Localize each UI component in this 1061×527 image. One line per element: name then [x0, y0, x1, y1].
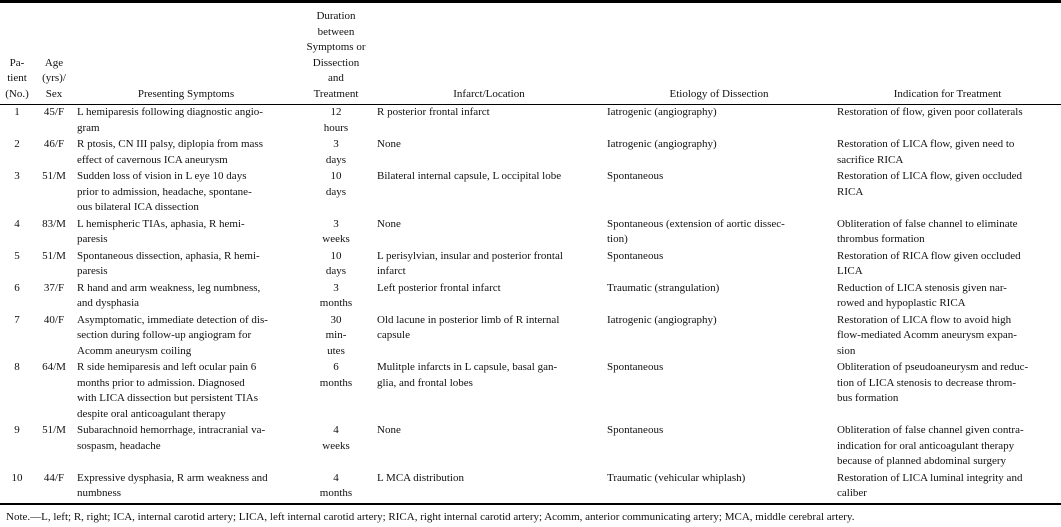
cell-etiology: Spontaneous (extension of aortic dissec- tion)	[607, 217, 785, 245]
cell-presenting-symptoms: Asymptomatic, immediate detection of dis- section during follow-up angiogram for Acomm aneurysm coiling	[77, 313, 268, 357]
cell-presenting-symptoms: L hemiparesis following diagnostic angio- gram	[77, 106, 263, 134]
cell-duration: 4 months	[319, 471, 353, 499]
cell-indication: Obliteration of false channel to eliminate thrombus formation	[837, 217, 1018, 245]
col-patient: Pa- tient (No.)	[5, 56, 29, 100]
cell-etiology: Spontaneous	[607, 361, 664, 373]
cell-age-sex: 45/F	[43, 106, 65, 118]
table-row	[0, 312, 1061, 360]
cell-patient-number: 9	[14, 424, 20, 436]
col-symptoms: Presenting Symptoms	[137, 87, 235, 100]
cell-patient-number: 8	[14, 361, 20, 373]
cell-indication: Obliteration of pseudoaneurysm and reduc- tion of LICA stenosis to decrease throm- bus formation	[837, 361, 1029, 404]
cell-age-sex: 40/F	[43, 313, 65, 326]
cell-etiology: Iatrogenic (angiography)	[607, 138, 717, 150]
cell-indication: Restoration of LICA flow, given need to sacrifice RICA	[837, 138, 1015, 166]
cell-duration: 10 days	[325, 170, 347, 198]
cell-etiology: Iatrogenic (angiography)	[607, 313, 717, 326]
cell-infarct-location: Mulitple infarcts in L capsule, basal gan- glia, and frontal lobes	[377, 361, 558, 389]
cell-duration: 3 months	[319, 281, 353, 309]
col-infarct: Infarct/Location	[453, 87, 525, 100]
cell-presenting-symptoms: Spontaneous dissection, aphasia, R hemi- paresis	[77, 249, 260, 277]
cell-duration: 3 days	[325, 138, 347, 166]
cell-patient-number: 4	[14, 217, 20, 230]
table-row	[0, 359, 1061, 422]
cell-age-sex: 44/F	[43, 471, 65, 484]
cell-indication: Restoration of LICA flow to avoid high flow-mediated Acomm aneurysm expan- sion	[837, 313, 1017, 357]
header-row	[0, 4, 1061, 104]
table-row	[0, 422, 1061, 470]
cell-etiology: Spontaneous	[607, 249, 664, 262]
cell-infarct-location: R posterior frontal infarct	[377, 106, 490, 118]
cell-indication: Restoration of RICA flow given occluded LICA	[837, 249, 1021, 277]
cell-patient-number: 7	[14, 313, 20, 326]
table-row	[0, 136, 1061, 168]
cell-infarct-location: None	[377, 138, 401, 150]
cell-patient-number: 6	[14, 281, 20, 294]
cell-patient-number: 3	[14, 170, 20, 182]
table-row	[0, 470, 1061, 502]
cell-infarct-location: L perisylvian, insular and posterior frontal infarct	[377, 249, 563, 277]
cell-age-sex: 51/M	[42, 424, 66, 436]
cell-infarct-location: L MCA distribution	[377, 471, 464, 484]
cell-duration: 30 min- utes	[325, 313, 347, 357]
cell-indication: Reduction of LICA stenosis given nar- rowed and hypoplastic RICA	[837, 281, 1007, 309]
cell-patient-number: 1	[14, 106, 20, 118]
cell-patient-number: 10	[11, 471, 23, 484]
cell-presenting-symptoms: Subarachnoid hemorrhage, intracranial va- sospasm, headache	[77, 424, 266, 452]
cell-age-sex: 51/M	[42, 170, 66, 182]
cell-presenting-symptoms: Sudden loss of vision in L eye 10 days prior to admission, headache, spontane- ous bilateral ICA dissection	[77, 170, 252, 213]
table-row	[0, 280, 1061, 312]
cell-etiology: Spontaneous	[607, 424, 664, 436]
cell-duration: 12 hours	[323, 106, 349, 134]
cell-duration: 10 days	[325, 249, 347, 277]
cell-infarct-location: None	[377, 217, 401, 230]
cell-presenting-symptoms: R side hemiparesis and left ocular pain 6 months prior to admission. Diagnosed with LICA dissection but persistent TIAs despite oral anticoagulant therapy	[77, 361, 258, 420]
top-rule	[0, 0, 1061, 3]
col-age-sex: Age (yrs)/ Sex	[42, 56, 66, 100]
cell-patient-number: 5	[14, 249, 20, 262]
col-duration: Duration between Symptoms or Dissection and Treatment	[306, 10, 366, 100]
cell-patient-number: 2	[14, 138, 20, 150]
cell-presenting-symptoms: R hand and arm weakness, leg numbness, and dysphasia	[77, 281, 261, 309]
cell-indication: Restoration of LICA flow, given occluded RICA	[837, 170, 1023, 198]
cell-age-sex: 46/F	[43, 138, 65, 150]
table-row	[0, 104, 1061, 136]
cell-presenting-symptoms: R ptosis, CN III palsy, diplopia from mass effect of cavernous ICA aneurysm	[77, 138, 263, 166]
cell-etiology: Iatrogenic (angiography)	[607, 106, 717, 118]
table-row	[0, 248, 1061, 280]
cell-infarct-location: None	[377, 424, 401, 436]
col-indication: Indication for Treatment	[893, 87, 1002, 100]
cell-indication: Restoration of flow, given poor collaterals	[837, 106, 1023, 118]
cell-etiology: Traumatic (strangulation)	[607, 281, 720, 294]
cell-indication: Restoration of LICA luminal integrity and caliber	[837, 471, 1023, 499]
cell-indication: Obliteration of false channel given contra- indication for oral anticoagulant therapy because of planned abdominal surgery	[837, 424, 1024, 467]
cell-age-sex: 51/M	[42, 249, 66, 262]
bottom-rule	[0, 503, 1061, 505]
table-row	[0, 168, 1061, 216]
cell-duration: 4 weeks	[322, 424, 350, 452]
cell-infarct-location: Old lacune in posterior limb of R internal capsule	[377, 313, 560, 341]
cell-age-sex: 37/F	[43, 281, 65, 294]
cell-presenting-symptoms: L hemispheric TIAs, aphasia, R hemi- paresis	[77, 217, 245, 245]
col-etiology: Etiology of Dissection	[669, 87, 769, 100]
cell-infarct-location: Left posterior frontal infarct	[377, 281, 501, 294]
cell-age-sex: 64/M	[42, 361, 66, 373]
patient-table	[0, 4, 1061, 502]
table-note: Note.—L, left; R, right; ICA, internal carotid artery; LICA, left internal carotid artery; RICA, right internal carotid artery; Acomm, anterior communicating artery; MCA, middle cerebral artery.	[6, 511, 855, 523]
cell-age-sex: 83/M	[42, 217, 66, 230]
cell-etiology: Traumatic (vehicular whiplash)	[607, 471, 746, 484]
cell-infarct-location: Bilateral internal capsule, L occipital lobe	[377, 170, 562, 182]
cell-presenting-symptoms: Expressive dysphasia, R arm weakness and numbness	[77, 471, 268, 499]
cell-duration: 6 months	[319, 361, 353, 389]
cell-duration: 3 weeks	[322, 217, 350, 245]
table-row	[0, 216, 1061, 248]
cell-etiology: Spontaneous	[607, 170, 664, 182]
